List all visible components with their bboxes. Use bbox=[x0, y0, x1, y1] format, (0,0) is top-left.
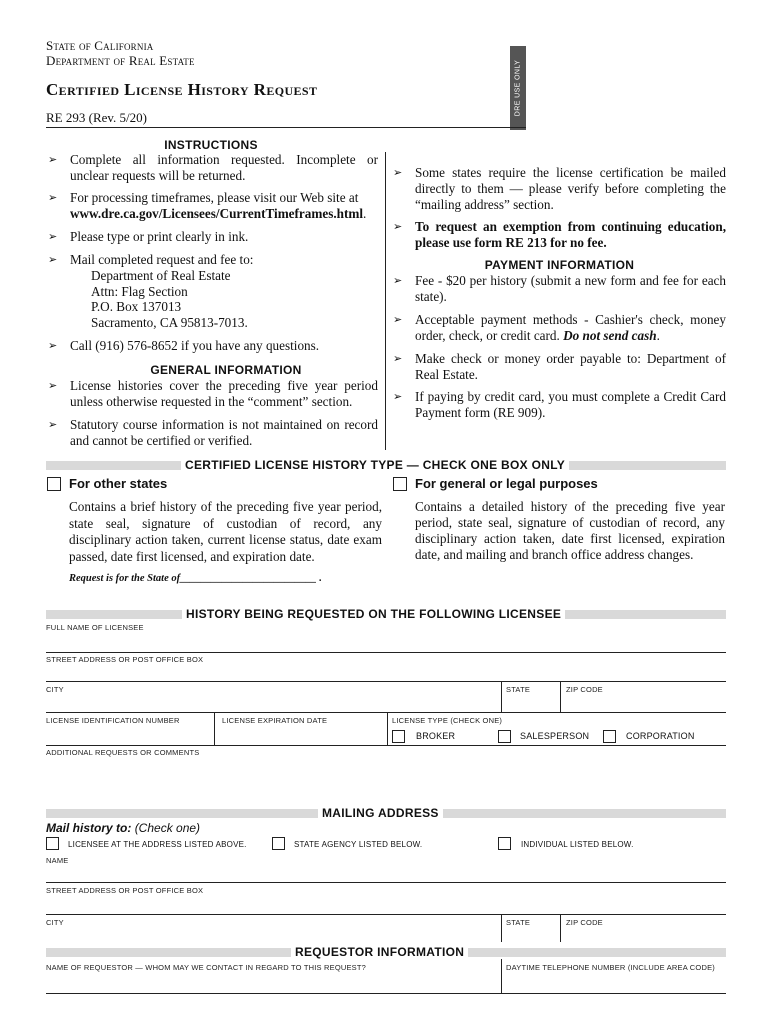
arrow-icon: ➢ bbox=[393, 275, 403, 287]
mail-state-label: STATE bbox=[506, 918, 531, 927]
salesperson-label: SALESPERSON bbox=[520, 731, 590, 741]
other-states-label: For other states bbox=[69, 476, 168, 491]
arrow-icon: ➢ bbox=[48, 231, 58, 243]
arrow-icon: ➢ bbox=[48, 254, 58, 266]
licensee-title: HISTORY BEING REQUESTED ON THE FOLLOWING LICENSEE bbox=[182, 608, 565, 621]
requestor-name-label: NAME OF REQUESTOR — WHOM MAY WE CONTACT IN REGARD TO THIS REQUEST? bbox=[46, 963, 367, 972]
licensee-city-label: CITY bbox=[46, 685, 64, 694]
mail-street-field[interactable] bbox=[46, 914, 726, 915]
broker-label: BROKER bbox=[416, 731, 456, 741]
licensee-city-field[interactable] bbox=[46, 712, 726, 713]
arrow-icon: ➢ bbox=[48, 419, 58, 431]
mail-name-label: NAME bbox=[46, 856, 69, 865]
general-legal-label: For general or legal purposes bbox=[415, 476, 598, 491]
licensee-address-checkbox[interactable] bbox=[46, 837, 59, 850]
licensee-zip-label: ZIP CODE bbox=[566, 685, 603, 694]
license-type-label: LICENSE TYPE (CHECK ONE) bbox=[392, 716, 503, 725]
license-id-label: LICENSE IDENTIFICATION NUMBER bbox=[46, 716, 180, 725]
timeframes-url[interactable]: www.dre.ca.gov/Licensees/CurrentTimeframes.html bbox=[70, 206, 364, 221]
mail-name-field[interactable] bbox=[46, 882, 726, 883]
right-item-1: ➢ Some states require the license certification be mailed directly to them — please verify before completing the “mailing address” section. bbox=[393, 165, 726, 212]
licensee-state-label: STATE bbox=[506, 685, 531, 694]
arrow-icon: ➢ bbox=[48, 380, 58, 392]
general-item-2: ➢ Statutory course information is not maintained on record and cannot be certified or verified. bbox=[48, 417, 378, 448]
state-divider bbox=[560, 681, 561, 712]
payment-item-1: ➢ Fee - $20 per history (submit a new form and fee for each state). bbox=[393, 273, 726, 304]
individual-checkbox[interactable] bbox=[498, 837, 511, 850]
payment-item-2: ➢ Acceptable payment methods - Cashier's check, money order, check, or credit card. Do not send cash. bbox=[393, 312, 726, 343]
corporation-checkbox[interactable] bbox=[603, 730, 616, 743]
arrow-icon: ➢ bbox=[393, 167, 403, 179]
licensee-address-label: LICENSEE AT THE ADDRESS LISTED ABOVE. bbox=[68, 840, 247, 849]
requestor-phone-label: DAYTIME TELEPHONE NUMBER (INCLUDE AREA CODE) bbox=[506, 963, 715, 972]
dre-use-only-label: DRE USE ONLY bbox=[514, 59, 522, 117]
corporation-label: CORPORATION bbox=[626, 731, 695, 741]
mail-state-divider bbox=[560, 914, 561, 942]
license-id-divider bbox=[214, 712, 215, 746]
mailing-title: MAILING ADDRESS bbox=[318, 807, 443, 820]
mail-city-divider bbox=[501, 914, 502, 942]
payment-title: PAYMENT INFORMATION bbox=[484, 258, 635, 272]
licensee-street-field[interactable] bbox=[46, 681, 726, 682]
arrow-icon: ➢ bbox=[393, 314, 403, 326]
requestor-title: REQUESTOR INFORMATION bbox=[291, 946, 468, 959]
mail-street-label: STREET ADDRESS OR POST OFFICE BOX bbox=[46, 886, 204, 895]
salesperson-checkbox[interactable] bbox=[498, 730, 511, 743]
request-state-field[interactable]: Request is for the State of__________________________ . bbox=[69, 573, 322, 584]
state-agency-checkbox[interactable] bbox=[272, 837, 285, 850]
full-name-label: FULL NAME OF LICENSEE bbox=[46, 623, 144, 632]
licensee-street-label: STREET ADDRESS OR POST OFFICE BOX bbox=[46, 655, 204, 664]
arrow-icon: ➢ bbox=[393, 353, 403, 365]
instructions-title: INSTRUCTIONS bbox=[164, 138, 258, 152]
form-title: Certified License History Request bbox=[46, 80, 318, 99]
payment-item-4: ➢ If paying by credit card, you must complete a Credit Card Payment form (RE 909). bbox=[393, 389, 726, 420]
additional-comments-label: ADDITIONAL REQUESTS OR COMMENTS bbox=[46, 748, 200, 757]
state-agency-label: STATE AGENCY LISTED BELOW. bbox=[294, 840, 423, 849]
requestor-field[interactable] bbox=[46, 993, 726, 994]
history-type-title: CERTIFIED LICENSE HISTORY TYPE — CHECK ONE BOX ONLY bbox=[181, 459, 569, 472]
arrow-icon: ➢ bbox=[48, 192, 58, 204]
individual-label: INDIVIDUAL LISTED BELOW. bbox=[521, 840, 634, 849]
license-exp-label: LICENSE EXPIRATION DATE bbox=[222, 716, 328, 725]
additional-comments-field[interactable] bbox=[46, 758, 726, 802]
arrow-icon: ➢ bbox=[48, 340, 58, 352]
instr-item-4: ➢ Mail completed request and fee to: bbox=[48, 252, 254, 267]
payment-item-3: ➢ Make check or money order payable to: Department of Real Estate. bbox=[393, 351, 726, 382]
form-number: RE 293 (Rev. 5/20) bbox=[46, 110, 147, 125]
other-states-checkbox[interactable] bbox=[47, 477, 61, 491]
mail-city-label: CITY bbox=[46, 918, 64, 927]
no-cash-note: Do not send cash bbox=[563, 328, 657, 343]
column-divider bbox=[385, 152, 386, 450]
instr-item-1: ➢ Complete all information requested. Incomplete or unclear requests will be returned. bbox=[48, 152, 378, 183]
broker-checkbox[interactable] bbox=[392, 730, 405, 743]
general-item-1: ➢ License histories cover the preceding five year period unless otherwise requested in the “comment” section. bbox=[48, 378, 378, 409]
full-name-field[interactable] bbox=[46, 652, 726, 653]
agency-line-2: Department of Real Estate bbox=[46, 53, 195, 68]
mail-zip-label: ZIP CODE bbox=[566, 918, 603, 927]
dre-use-only-box bbox=[510, 46, 526, 130]
general-legal-desc: Contains a detailed history of the preceding five year period, state seal, signature of custodian of record, any disciplinary action taken, date first licensed, expiration date, and mailing and branch office address changes. bbox=[415, 499, 725, 562]
arrow-icon: ➢ bbox=[393, 221, 403, 233]
general-info-title: GENERAL INFORMATION bbox=[150, 363, 302, 377]
right-item-2: ➢ To request an exemption from continuing education, please use form RE 213 for no fee. bbox=[393, 219, 726, 250]
arrow-icon: ➢ bbox=[393, 391, 403, 403]
license-row-field[interactable] bbox=[46, 745, 726, 746]
mail-to-heading: Mail history to: (Check one) bbox=[46, 821, 201, 835]
agency-line-1: State of California bbox=[46, 38, 154, 53]
mailing-address-block: Department of Real Estate Attn: Flag Section P.O. Box 137013 Sacramento, CA 95813-7013. bbox=[91, 268, 248, 330]
other-states-desc: Contains a brief history of the preceding five year period, state seal, signature of custodian of record, any disciplinary action taken, current license status, date exam passed, date first licensed, and expiration date. bbox=[69, 499, 382, 564]
requestor-divider bbox=[501, 959, 502, 993]
city-divider bbox=[501, 681, 502, 712]
header-rule bbox=[46, 127, 526, 128]
license-exp-divider bbox=[387, 712, 388, 746]
instr-item-2: ➢ For processing timeframes, please visit our Web site at www.dre.ca.gov/Licensees/CurrentTimeframes.html. bbox=[48, 190, 367, 221]
general-legal-checkbox[interactable] bbox=[393, 477, 407, 491]
arrow-icon: ➢ bbox=[48, 154, 58, 166]
